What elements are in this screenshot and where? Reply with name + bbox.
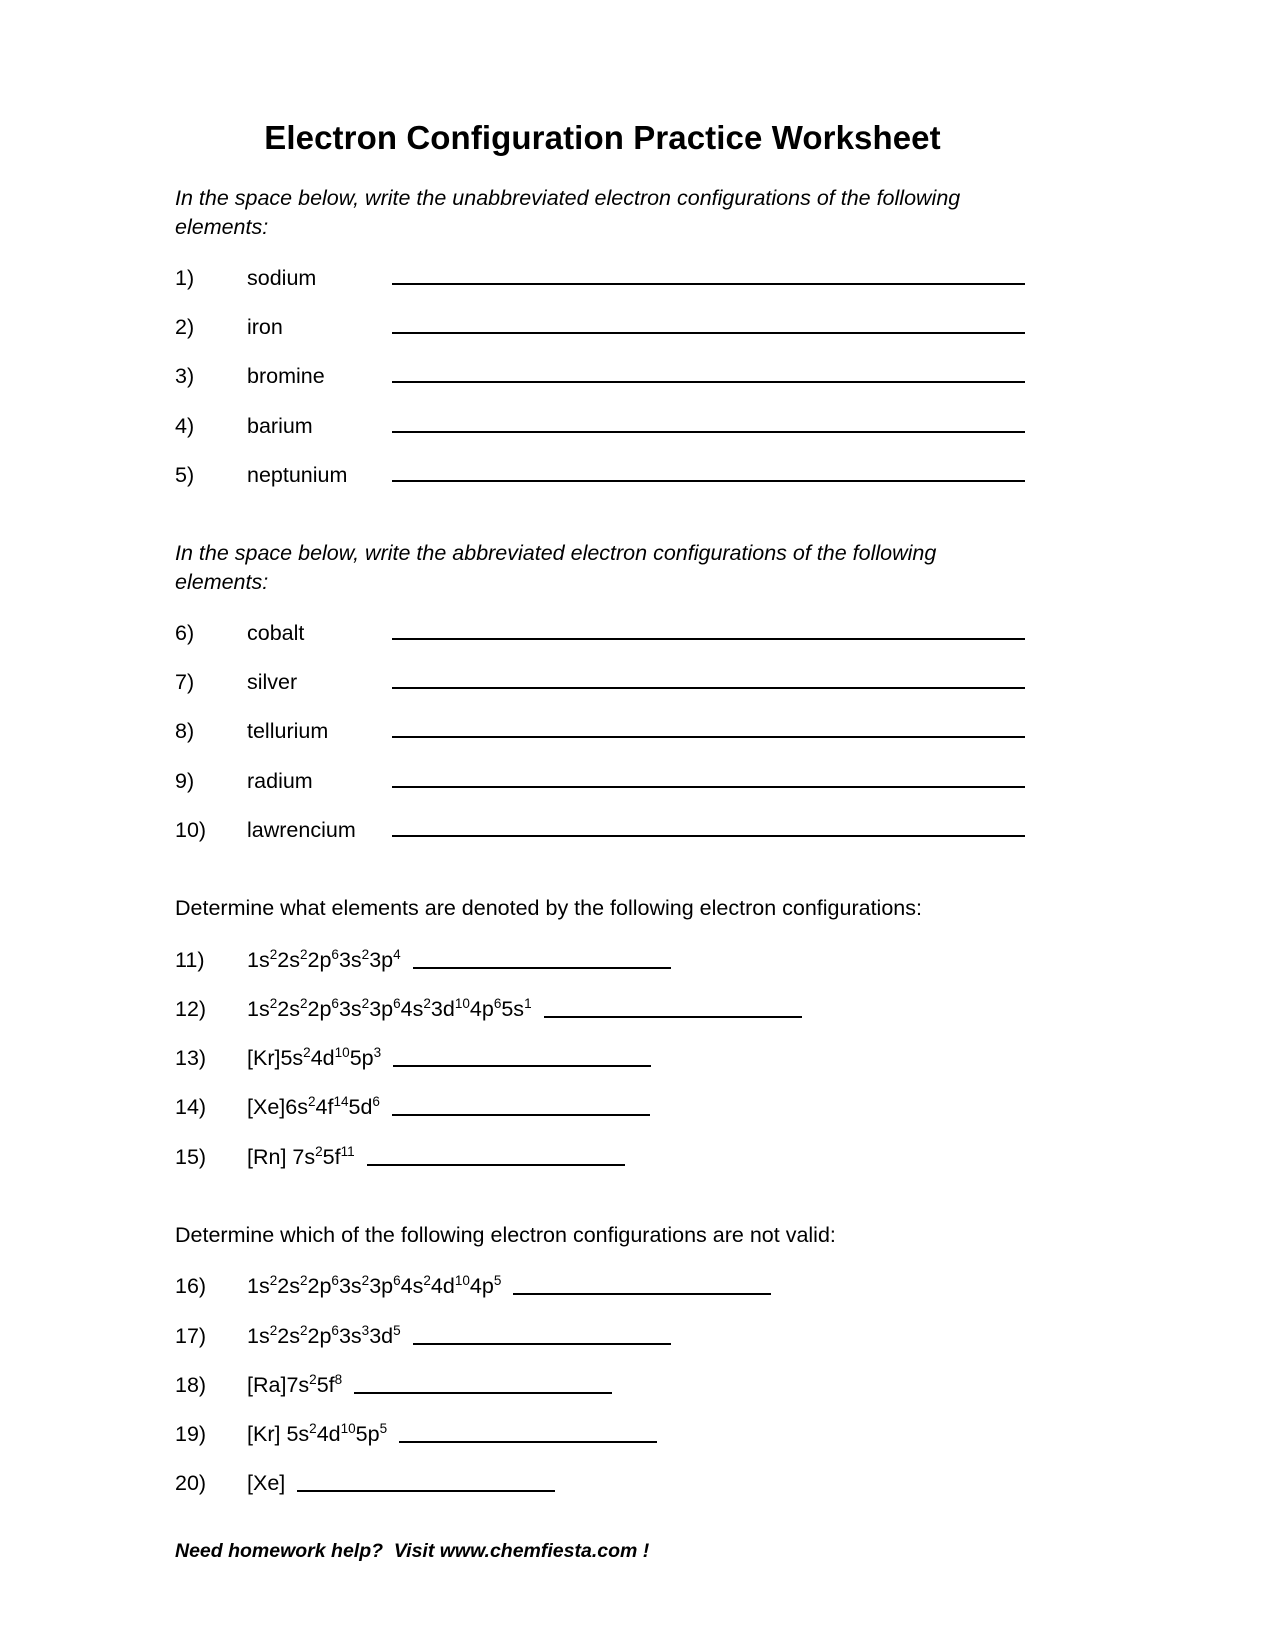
question-number: 5) (175, 462, 195, 487)
answer-blank[interactable] (392, 766, 1025, 788)
question-list-unabbreviated (175, 263, 1030, 486)
worksheet-body (175, 120, 1030, 1518)
question-row (175, 460, 1030, 486)
question-row (175, 263, 1030, 289)
electron-configuration: $[Ra]7s^25f^8$ (247, 1371, 343, 1397)
question-number: 7) (175, 670, 195, 695)
question-number: 10) (175, 817, 207, 842)
element-name: sodium (247, 265, 317, 290)
question-number: 1) (175, 265, 195, 290)
answer-blank[interactable] (367, 1144, 625, 1166)
answer-blank[interactable] (354, 1372, 612, 1394)
electron-configuration: $1s^22s^22p^63s^23p^4$ (247, 946, 401, 972)
element-name: barium (247, 413, 313, 438)
element-name: radium (247, 768, 313, 793)
answer-blank[interactable] (392, 618, 1025, 640)
page-title: Electron Configuration Practice Worksheet (264, 119, 941, 156)
question-row (175, 1272, 1030, 1298)
answer-blank[interactable] (513, 1274, 771, 1296)
section-spacer (175, 509, 1030, 539)
section-spacer (175, 1191, 1030, 1221)
question-number: 14) (175, 1095, 207, 1120)
question-number: 9) (175, 768, 195, 793)
question-number: 8) (175, 719, 195, 744)
answer-blank[interactable] (297, 1471, 555, 1493)
electron-configuration: $1s^22s^22p^63s^33d^5$ (247, 1322, 401, 1348)
question-list-abbreviated (175, 618, 1030, 841)
question-row (175, 411, 1030, 437)
question-row (175, 717, 1030, 743)
question-number: 16) (175, 1274, 207, 1299)
answer-blank[interactable] (393, 1045, 651, 1067)
electron-configuration: $[Kr]5s^24d^{10}5p^3$ (247, 1044, 382, 1071)
answer-blank[interactable] (392, 263, 1025, 285)
element-name: bromine (247, 364, 325, 389)
question-row (175, 362, 1030, 388)
question-row (175, 1419, 1030, 1445)
question-row (175, 1043, 1030, 1069)
answer-blank[interactable] (392, 312, 1025, 334)
instruction-abbreviated: In the space below, write the abbreviated electron configurations of the following elements: (175, 541, 937, 594)
answer-blank[interactable] (544, 996, 802, 1018)
question-number: 2) (175, 315, 195, 340)
question-number: 3) (175, 364, 195, 389)
answer-blank[interactable] (392, 460, 1025, 482)
answer-blank[interactable] (392, 1095, 650, 1117)
element-name: tellurium (247, 719, 329, 744)
instruction-unabbreviated: In the space below, write the unabbreviated electron configurations of the following elements: (175, 186, 961, 239)
question-number: 17) (175, 1323, 207, 1348)
question-number: 19) (175, 1422, 207, 1447)
electron-configuration: [Xe] (247, 1471, 286, 1496)
question-number: 4) (175, 413, 195, 438)
instruction-invalid-configs: Determine which of the following electron configurations are not valid: (175, 1223, 836, 1248)
question-row (175, 945, 1030, 971)
question-number: 13) (175, 1046, 207, 1071)
answer-blank[interactable] (392, 717, 1025, 739)
question-row (175, 1142, 1030, 1168)
answer-blank[interactable] (413, 1323, 671, 1345)
answer-blank[interactable] (413, 947, 671, 969)
question-number: 18) (175, 1372, 207, 1397)
question-row (175, 1093, 1030, 1119)
question-row (175, 312, 1030, 338)
question-row (175, 667, 1030, 693)
answer-blank[interactable] (392, 362, 1025, 384)
question-row (175, 618, 1030, 644)
electron-configuration: $1s^22s^22p^63s^23p^64s^24d^{10}4p^5$ (247, 1273, 502, 1299)
question-row (175, 994, 1030, 1020)
answer-blank[interactable] (392, 411, 1025, 433)
question-number: 11) (175, 947, 205, 972)
answer-blank[interactable] (392, 667, 1025, 689)
element-name: neptunium (247, 462, 348, 487)
section-spacer (175, 864, 1030, 894)
question-number: 6) (175, 620, 195, 645)
question-number: 20) (175, 1471, 207, 1496)
instruction-identify-elements: Determine what elements are denoted by the following electron configurations: (175, 896, 922, 921)
question-number: 15) (175, 1144, 207, 1169)
question-row (175, 1321, 1030, 1347)
question-row (175, 766, 1030, 792)
question-row (175, 815, 1030, 841)
electron-configuration: $1s^22s^22p^63s^23p^64s^23d^{10}4p^65s^1$ (247, 995, 532, 1021)
element-name: silver (247, 670, 298, 695)
element-name: iron (247, 315, 283, 340)
question-list-identify-elements (175, 945, 1030, 1168)
question-row (175, 1370, 1030, 1396)
question-list-invalid-configs (175, 1272, 1030, 1495)
element-name: lawrencium (247, 817, 356, 842)
electron-configuration: [Rn] $7s^25f^{11}$ (247, 1143, 355, 1169)
question-number: 12) (175, 996, 207, 1021)
answer-blank[interactable] (392, 815, 1025, 837)
answer-blank[interactable] (399, 1421, 657, 1443)
footer-note: Need homework help? Visit www.chemfiesta.com ! (175, 1540, 650, 1562)
element-name: cobalt (247, 620, 305, 645)
question-row (175, 1469, 1030, 1495)
electron-configuration: $[Xe]6s^24f^{14}5d^6$ (247, 1094, 380, 1120)
electron-configuration: [Kr] $5s^24d^{10}5p^5$ (247, 1420, 388, 1447)
